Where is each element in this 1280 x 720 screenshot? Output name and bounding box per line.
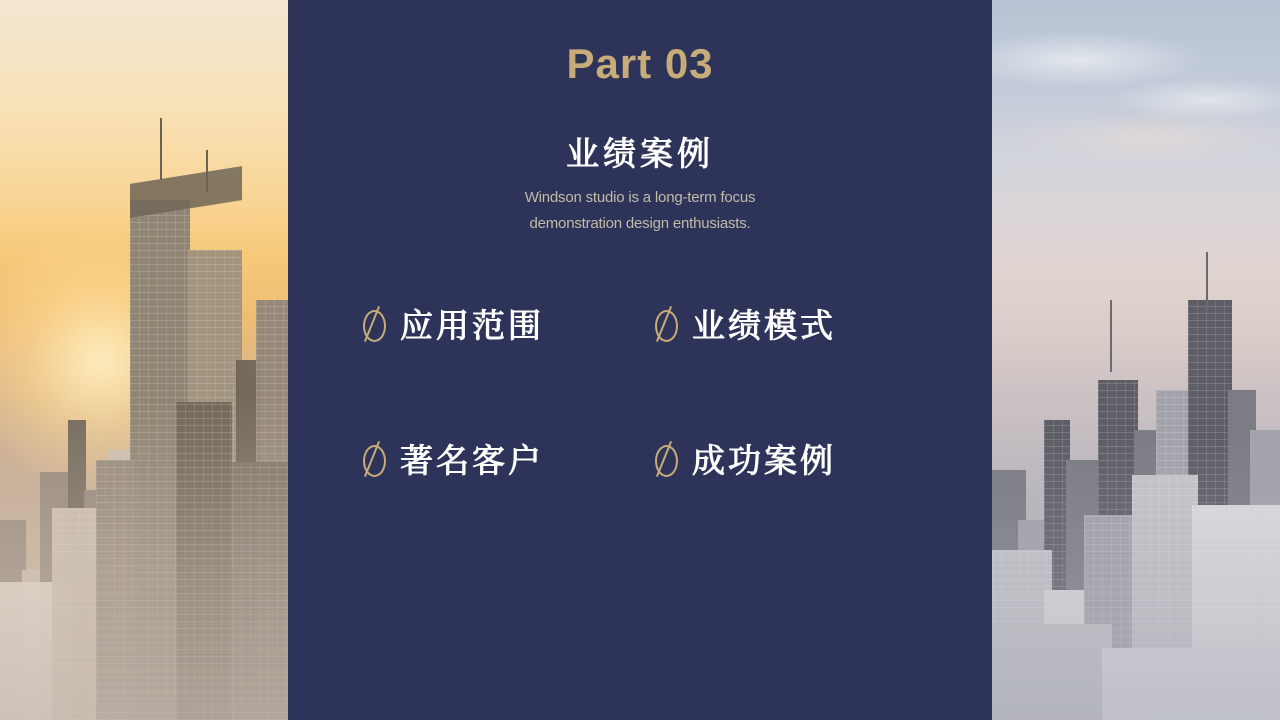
agenda-item-label: 成功案例 [692,442,836,479]
right-photo-haze [992,432,1280,720]
agenda-item-3[interactable] [360,435,652,482]
slide-title: 业绩案例 [566,135,714,172]
agenda-item-2[interactable] [652,300,920,347]
slide-content-panel [288,0,992,720]
slash-circle-icon [652,441,678,477]
agenda-row-2 [360,435,920,482]
agenda-items [360,300,920,482]
slash-circle-icon [360,441,386,477]
antenna [160,118,162,180]
left-city-photo [0,0,288,720]
antenna [1110,300,1112,372]
subtitle-line-2: demonstration design enthusiasts. [529,215,751,232]
agenda-row-1 [360,300,920,347]
agenda-item-label: 业绩模式 [692,307,836,344]
subtitle-line-1: Windson studio is a long-term focus [524,189,756,206]
antenna [206,150,208,192]
antenna [1206,252,1208,310]
agenda-item-label: 著名客户 [400,442,544,479]
right-photo-clouds [992,0,1280,331]
slash-circle-icon [360,306,386,342]
right-city-photo [992,0,1280,720]
agenda-item-4[interactable] [652,435,920,482]
slide-subtitle [288,185,992,237]
slash-circle-icon [652,306,678,342]
part-label: Part 03 [566,40,714,87]
agenda-item-label: 应用范围 [400,307,544,344]
left-photo-haze [0,396,288,720]
agenda-item-1[interactable] [360,300,652,347]
